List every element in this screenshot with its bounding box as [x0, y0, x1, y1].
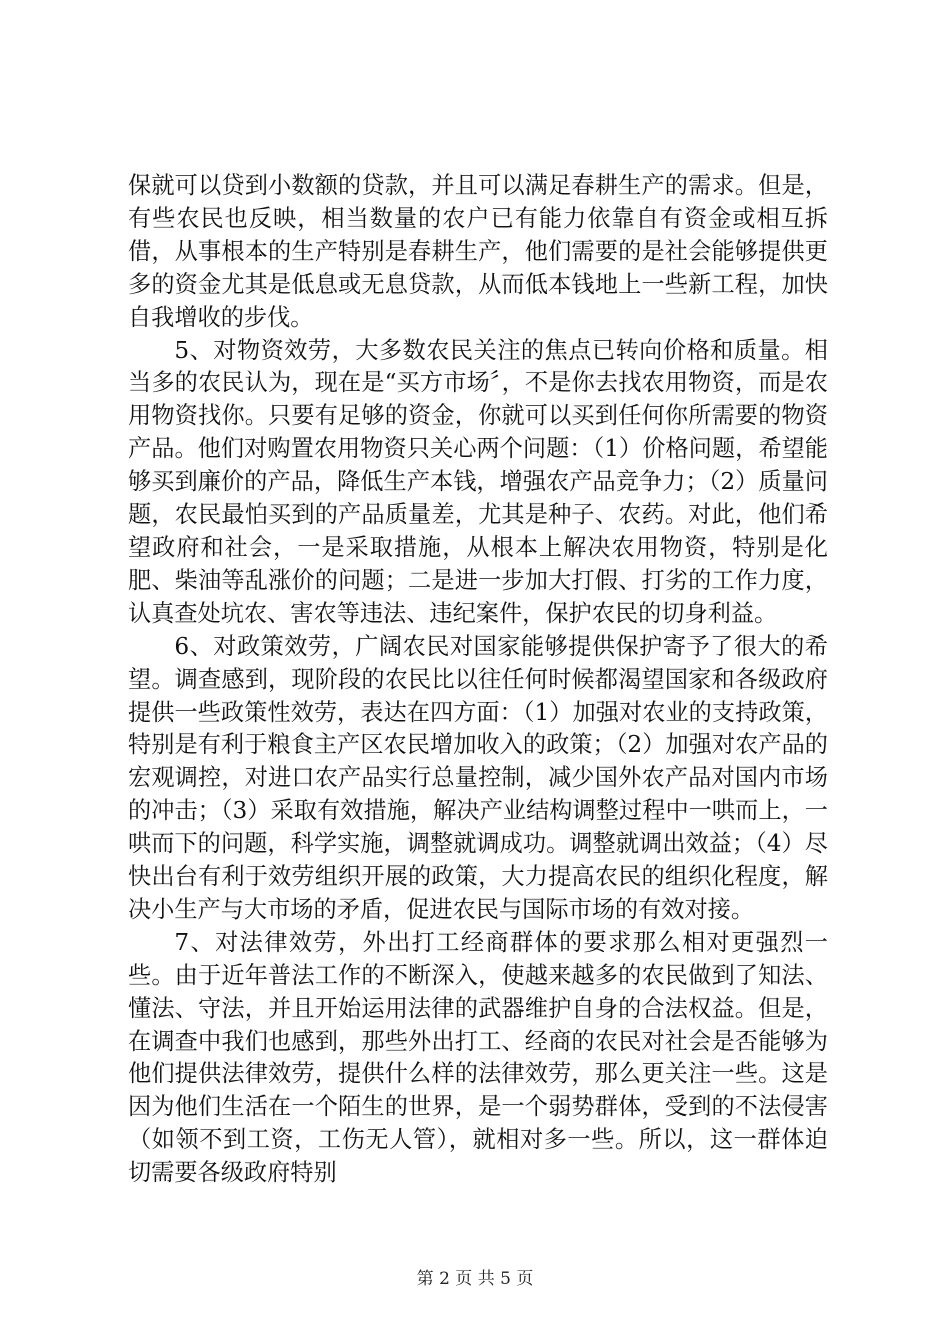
page-number-footer: 第 2 页 共 5 页	[416, 1269, 534, 1289]
paragraph-policy-services: 6、对政策效劳，广阔农民对国家能够提供保护寄予了很大的希望。调查感到，现阶段的农民比以往任何时候都渴望国家和各级政府提供一些政策性效劳，表达在四方面：（1）加强对农业的支持政策，特别是有利于粮食主产区农民增加收入的政策；（2）加强对农产品的宏观调控，对进口农产品实行总量控制，减少国外农产品对国内市场的冲击；（3）采取有效措施，解决产业结构调整过程中一哄而上，一哄而下的问题，科学实施，调整就调成功。调整就调出效益；（4）尽快出台有利于效劳组织开展的政策，大力提高农民的组织化程度，解决小生产与大市场的矛盾，促进农民与国际市场的有效对接。	[128, 632, 828, 923]
paragraph-material-services: 5、对物资效劳，大多数农民关注的焦点已转向价格和质量。相当多的农民认为，现在是“买方市场〞，不是你去找农用物资，而是农用物资找你。只要有足够的资金，你就可以买到任何你所需要的物资产品。他们对购置农用物资只关心两个问题：（1）价格问题，希望能够买到廉价的产品，降低生产本钱，增强农产品竞争力；（2）质量问题，农民最怕买到的产品质量差，尤其是种子、农药。对此，他们希望政府和社会，一是采取措施，从根本上解决农用物资，特别是化肥、柴油等乱涨价的问题；二是进一步加大打假、打劣的工作力度，认真查处坑农、害农等违法、违纪案件，保护农民的切身利益。	[128, 336, 828, 627]
document-body	[128, 170, 828, 1190]
paragraph-continuation: 保就可以贷到小数额的贷款，并且可以满足春耕生产的需求。但是，有些农民也反映，相当数量的农户已有能力依靠自有资金或相互拆借，从事根本的生产特别是春耕生产，他们需要的是社会能够提供更多的资金尤其是低息或无息贷款，从而低本钱地上一些新工程，加快自我增收的步伐。	[128, 172, 828, 331]
paragraph-legal-services: 7、对法律效劳，外出打工经商群体的要求那么相对更强烈一些。由于近年普法工作的不断深入，使越来越多的农民做到了知法、懂法、守法，并且开始运用法律的武器维护自身的合法权益。但是，在调查中我们也感到，那些外出打工、经商的农民对社会是否能够为他们提供法律效劳，提供什么样的法律效劳，那么更关注一些。这是因为他们生活在一个陌生的世界，是一个弱势群体，受到的不法侵害（如领不到工资，工伤无人管），就相对多一些。所以，这一群体迫切需要各级政府特别	[128, 928, 828, 1187]
